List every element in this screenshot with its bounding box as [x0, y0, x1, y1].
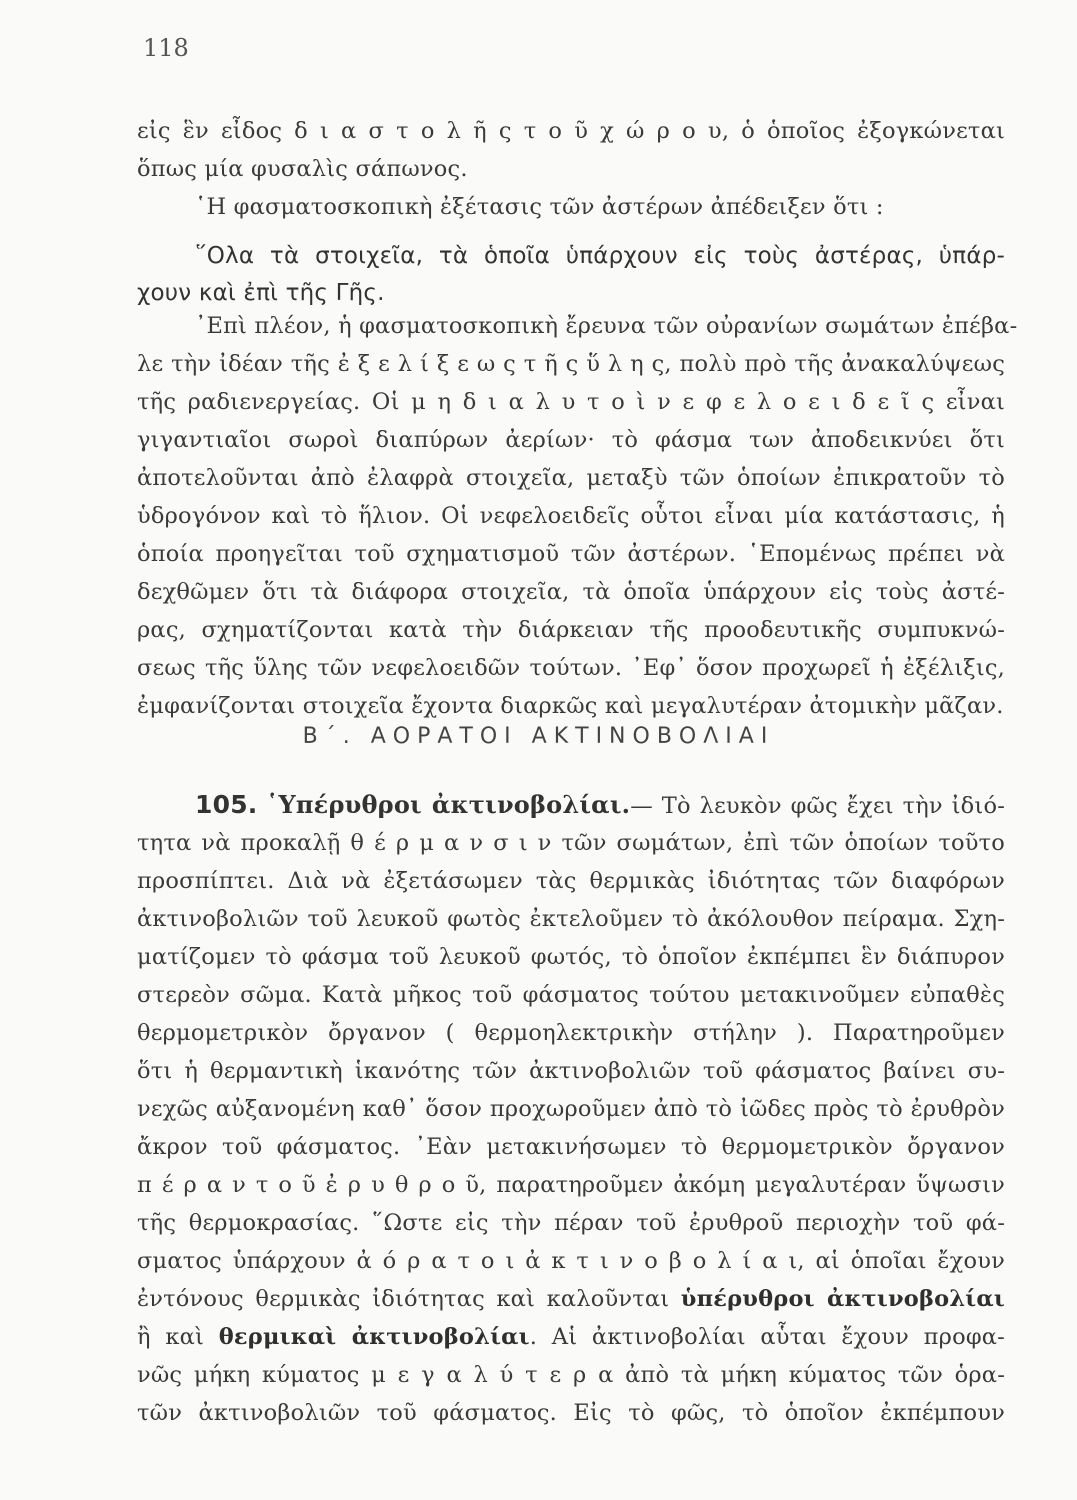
text-line: ὅτι ἡ θερμαντικὴ ἱκανότης τῶν ἀκτινοβολιῶν τοῦ φάσματος βαίνει συ- — [137, 1058, 1005, 1084]
text-line: εἰς ἓν εἶδος δ ι α σ τ ο λ ῆ ς τ ο ῦ χ ώ ρ ο υ, ὁ ὁποῖος ἐξογκώνεται — [137, 118, 1005, 144]
text-line: στερεὸν σῶμα. Κατὰ μῆκος τοῦ φάσματος τούτου μετακινοῦμεν εὐπαθὲς — [137, 982, 1005, 1008]
text-line: λε τὴν ἰδέαν τῆς ἐ ξ ε λ ί ξ ε ω ς τ ῆ ς ὕ λ η ς, πολὺ πρὸ τῆς ἀνακαλύψεως — [137, 351, 1005, 377]
section-title: ῾Υπέρυθροι ἀκτινοβολίαι. — [266, 790, 631, 819]
text-line: σεως τῆς ὕλης τῶν νεφελοειδῶν τούτων. ᾿Εφ᾿ ὅσον προχωρεῖ ἡ ἐξέλιξις, — [137, 655, 1005, 681]
text-line: τῆς ραδιενεργείας. Οἱ μ η δ ι α λ υ τ ο ὶ ν ε φ ε λ ο ε ι δ ε ῖ ς εἶναι — [137, 389, 1005, 415]
text-line: ἐμφανίζονται στοιχεῖα ἔχοντα διαρκῶς καὶ μεγαλυτέραν ἀτομικὴν μᾶζαν. — [137, 693, 1004, 719]
text-line: σματος ὑπάρχουν ἀ ό ρ α τ ο ι ἀ κ τ ι ν ο β ο λ ί α ι, αἱ ὁποῖαι ἔχουν — [137, 1248, 1005, 1274]
text-line: ἀποτελοῦνται ἀπὸ ἐλαφρὰ στοιχεῖα, μεταξὺ τῶν ὁποίων ἐπικρατοῦν τὸ — [137, 465, 1005, 491]
text-line: ρας, σχηματίζονται κατὰ τὴν διάρκειαν τῆς προοδευτικῆς συμπυκνώ- — [137, 617, 1005, 643]
text-line: ματίζομεν τὸ φάσμα τοῦ λευκοῦ φωτός, τὸ ὁποῖον ἐκπέμπει ἓν διάπυρον — [137, 944, 1005, 970]
text-fragment: ἐντόνους θερμικὰς ἰδιότητας καὶ καλοῦνται — [137, 1286, 681, 1312]
text-line: τητα νὰ προκαλῇ θ έ ρ μ α ν σ ι ν τῶν σωμάτων, ἐπὶ τῶν ὁποίων τοῦτο — [137, 830, 1005, 856]
text-line: θερμομετρικὸν ὄργανον ( θερμοηλεκτρικὴν στήλην ). Παρατηροῦμεν — [137, 1020, 1005, 1046]
text-line: γιγαντιαῖοι σωροὶ διαπύρων ἀερίων· τὸ φάσμα των ἀποδεικνύει ὅτι — [137, 427, 1005, 453]
bold-term: ὑπέρυθροι ἀκτινοβολίαι — [680, 1286, 1005, 1312]
section-heading: Β΄. ΑΟΡΑΤΟΙ ΑΚΤΙΝΟΒΟΛΙΑΙ — [302, 724, 775, 749]
text-line: π έ ρ α ν τ ο ῦ ἐ ρ υ θ ρ ο ῦ, παρατηροῦμεν ἀκόμη μεγαλυτέραν ὕψωσιν — [137, 1172, 1005, 1198]
text-line: τῶν ἀκτινοβολιῶν τοῦ φάσματος. Εἰς τὸ φῶς, τὸ ὁποῖον ἐκπέμπουν — [137, 1400, 1005, 1426]
text-line: ἄκρον τοῦ φάσματος. ᾿Εὰν μετακινήσωμεν τὸ θερμομετρικὸν ὄργανον — [137, 1134, 1005, 1160]
text-line: ῞Ολα τὰ στοιχεῖα, τὰ ὁποῖα ὑπάρχουν εἰς τοὺς ἀστέρας, ὑπάρ- — [195, 243, 1005, 269]
text-line: ῾Η φασματοσκοπικὴ ἐξέτασις τῶν ἀστέρων ἀπέδειξεν ὅτι : — [195, 194, 884, 220]
text-line — [137, 1318, 1005, 1356]
section-first-line-text: — Τὸ λευκὸν φῶς ἔχει τὴν ἰδιό- — [630, 793, 1005, 819]
text-fragment: . Αἱ ἀκτινοβολίαι αὗται ἔχουν προφα- — [529, 1324, 1005, 1350]
text-line: ὑδρογόνον καὶ τὸ ἥλιον. Οἱ νεφελοειδεῖς οὗτοι εἶναι μία κατάστασις, ἡ — [137, 503, 1005, 529]
text-line: προσπίπτει. Διὰ νὰ ἐξετάσωμεν τὰς θερμικὰς ἰδιότητας τῶν διαφόρων — [137, 868, 1005, 894]
text-line: νεχῶς αὐξανομένη καθ᾿ ὅσον προχωροῦμεν ἀπὸ τὸ ἰῶδες πρὸς τὸ ἐρυθρὸν — [137, 1096, 1005, 1122]
text-line: ὁποία προηγεῖται τοῦ σχηματισμοῦ τῶν ἀστέρων. ῾Επομένως πρέπει νὰ — [137, 541, 1005, 567]
text-line: τῆς θερμοκρασίας. ῞Ωστε εἰς τὴν πέραν τοῦ ἐρυθροῦ περιοχὴν τοῦ φά- — [137, 1210, 1005, 1236]
text-line: δεχθῶμεν ὅτι τὰ διάφορα στοιχεῖα, τὰ ὁποῖα ὑπάρχουν εἰς τοὺς ἀστέ- — [137, 579, 1005, 605]
page-number: 118 — [143, 34, 189, 62]
bold-term: θερμικαὶ ἀκτινοβολίαι — [218, 1324, 530, 1350]
text-line: ὅπως μία φυσαλὶς σάπωνος. — [137, 156, 468, 182]
text-line: χουν καὶ ἐπὶ τῆς Γῆς. — [137, 280, 385, 306]
section-first-line — [137, 786, 1005, 825]
text-line — [137, 1280, 1005, 1318]
section-number: 105. — [195, 790, 258, 819]
text-line: ἀκτινοβολιῶν τοῦ λευκοῦ φωτὸς ἐκτελοῦμεν τὸ ἀκόλουθον πείραμα. Σχη- — [137, 906, 1005, 932]
text-fragment: ἢ καὶ — [137, 1324, 219, 1350]
text-line: ᾿Επὶ πλέον, ἡ φασματοσκοπικὴ ἔρευνα τῶν οὐρανίων σωμάτων ἐπέβα- — [195, 313, 1018, 339]
text-line: νῶς μήκη κύματος μ ε γ α λ ύ τ ε ρ α ἀπὸ τὰ μήκη κύματος τῶν ὁρα- — [137, 1362, 1005, 1388]
